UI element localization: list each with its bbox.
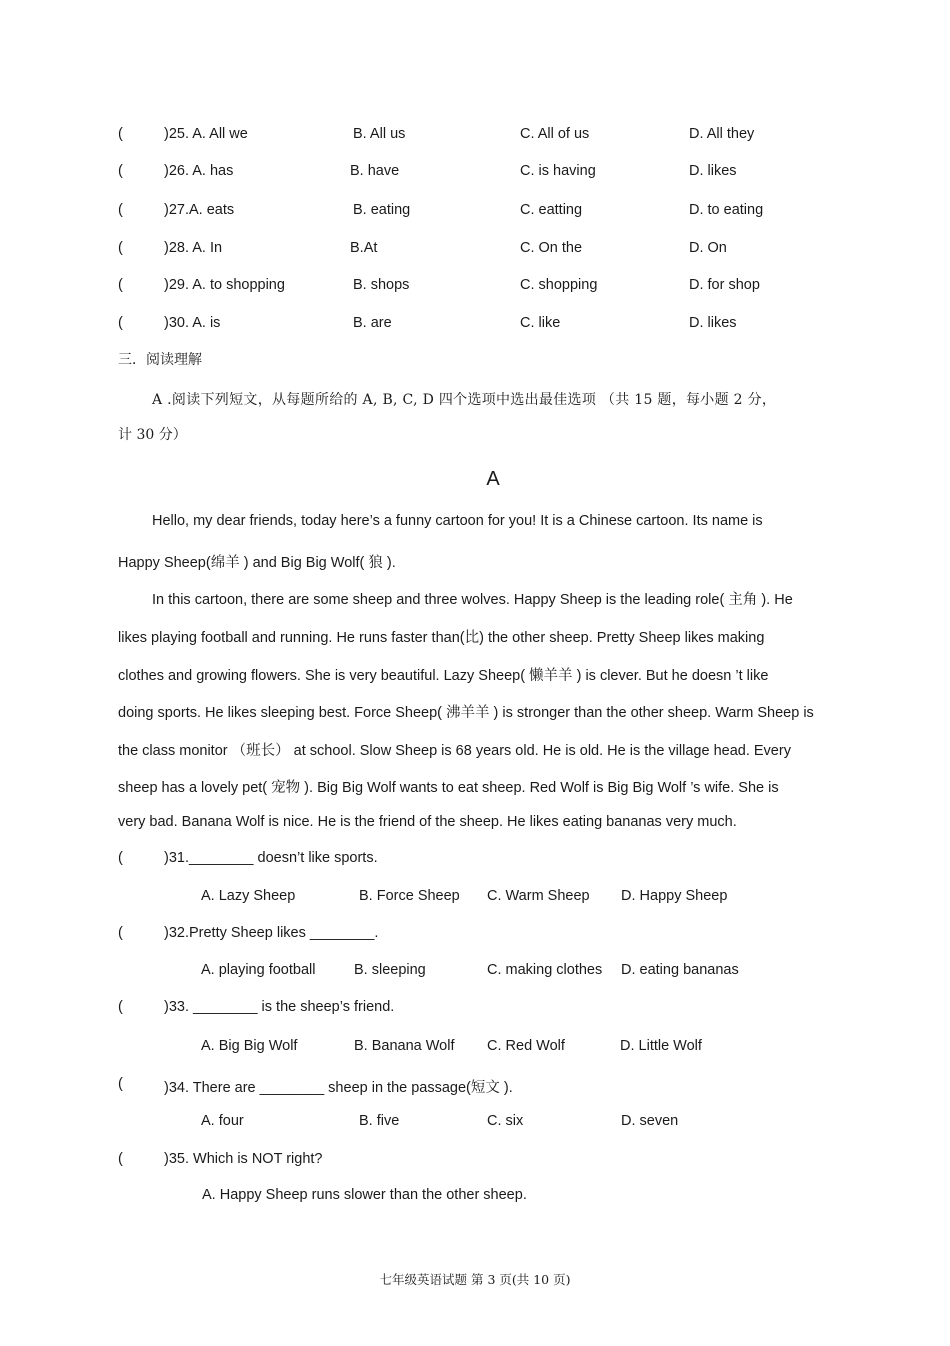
option-c: C. Warm Sheep: [487, 888, 590, 904]
answer-paren: (: [118, 1076, 123, 1092]
answer-paren: (: [118, 315, 123, 331]
option-d: D. On: [689, 240, 727, 256]
option-c: C. is having: [520, 163, 596, 179]
option-d: D. likes: [689, 315, 737, 331]
answer-paren: (: [118, 1151, 123, 1167]
option-b: B. eating: [353, 202, 411, 218]
question-option-a: )28. A. In: [164, 240, 223, 256]
answer-paren: (: [118, 240, 123, 256]
answer-paren: (: [118, 163, 123, 179]
option-b: B. Banana Wolf: [354, 1038, 455, 1054]
option-c: C. six: [487, 1113, 524, 1129]
option-d: D. eating bananas: [621, 962, 739, 978]
answer-paren: (: [118, 277, 123, 293]
passage-line: very bad. Banana Wolf is nice. He is the friend of the sheep. He likes eating bananas very much.: [118, 814, 737, 830]
option-a: A. playing football: [201, 962, 316, 978]
answer-paren: (: [118, 126, 123, 142]
option-d: D. for shop: [689, 277, 760, 293]
option-d: D. Happy Sheep: [621, 888, 728, 904]
passage-line: Happy Sheep(绵羊 ) and Big Big Wolf( 狼 ).: [118, 555, 396, 571]
question-stem: )34. There are ________ sheep in the passage(短文 ).: [164, 1080, 513, 1096]
option-b: B. shops: [353, 277, 410, 293]
option-d: D. seven: [621, 1113, 679, 1129]
question-stem: )32.Pretty Sheep likes ________.: [164, 925, 379, 941]
question-option-a: )25. A. All we: [164, 126, 248, 142]
option-a: A. Lazy Sheep: [201, 888, 296, 904]
option-d: D. All they: [689, 126, 755, 142]
page-footer: 七年级英语试题 第 3 页(共 10 页): [379, 1272, 571, 1287]
section-instruction-cont: 计 30 分）: [118, 427, 187, 443]
question-option-a: )26. A. has: [164, 163, 234, 179]
option-d: D. likes: [689, 163, 737, 179]
option-d: D. Little Wolf: [620, 1038, 702, 1054]
passage-line: the class monitor （班长） at school. Slow Sheep is 68 years old. He is old. He is the village head. Every: [118, 743, 791, 759]
answer-paren: (: [118, 999, 123, 1015]
question-stem: )33. ________ is the sheep’s friend.: [164, 999, 395, 1015]
option-a: A. Big Big Wolf: [201, 1038, 298, 1054]
question-option-a: )30. A. is: [164, 315, 221, 331]
passage-line: likes playing football and running. He runs faster than(比) the other sheep. Pretty Sheep likes making: [118, 630, 765, 646]
answer-paren: (: [118, 925, 123, 941]
passage-title: A: [486, 468, 500, 490]
option-a: A. four: [201, 1113, 244, 1129]
question-option-a: )29. A. to shopping: [164, 277, 285, 293]
option-c: C. All of us: [520, 126, 590, 142]
answer-paren: (: [118, 202, 123, 218]
option-b: B. Force Sheep: [359, 888, 460, 904]
question-option-a: )27.A. eats: [164, 202, 235, 218]
option-c: C. On the: [520, 240, 583, 256]
passage-line: Hello, my dear friends, today here’s a funny cartoon for you! It is a Chinese cartoon. Its name is: [152, 513, 763, 529]
question-stem: )31.________ doesn’t like sports.: [164, 850, 378, 866]
option-b: B. are: [353, 315, 392, 331]
section-title: 三．阅读理解: [118, 352, 202, 368]
passage-line: doing sports. He likes sleeping best. Force Sheep( 沸羊羊 ) is stronger than the other sheep. Warm Sheep is: [118, 705, 814, 721]
option-b: B. have: [350, 163, 400, 179]
passage-line: In this cartoon, there are some sheep and three wolves. Happy Sheep is the leading role( 主角 ). He: [152, 592, 793, 608]
option-c: C. eatting: [520, 202, 583, 218]
option-b: B. All us: [353, 126, 406, 142]
option-b: B. five: [359, 1113, 400, 1129]
section-instruction: A .阅读下列短文，从每题所给的 A, B, C, D 四个选项中选出最佳选项 （共 15 题，每小题 2 分，: [152, 392, 777, 408]
passage-line: clothes and growing flowers. She is very beautiful. Lazy Sheep( 懒羊羊 ) is clever. But he doesn ’t like: [118, 668, 769, 684]
passage-line: sheep has a lovely pet( 宠物 ). Big Big Wolf wants to eat sheep. Red Wolf is Big Big Wolf ’s wife. She is: [118, 780, 779, 796]
option-d: D. to eating: [689, 202, 764, 218]
option-a: A. Happy Sheep runs slower than the other sheep.: [202, 1187, 527, 1203]
option-c: C. shopping: [520, 277, 598, 293]
option-b: B.At: [350, 240, 378, 256]
option-c: C. like: [520, 315, 561, 331]
option-b: B. sleeping: [354, 962, 426, 978]
answer-paren: (: [118, 850, 123, 866]
option-c: C. Red Wolf: [487, 1038, 565, 1054]
option-c: C. making clothes: [487, 962, 603, 978]
question-stem: )35. Which is NOT right?: [164, 1151, 323, 1167]
